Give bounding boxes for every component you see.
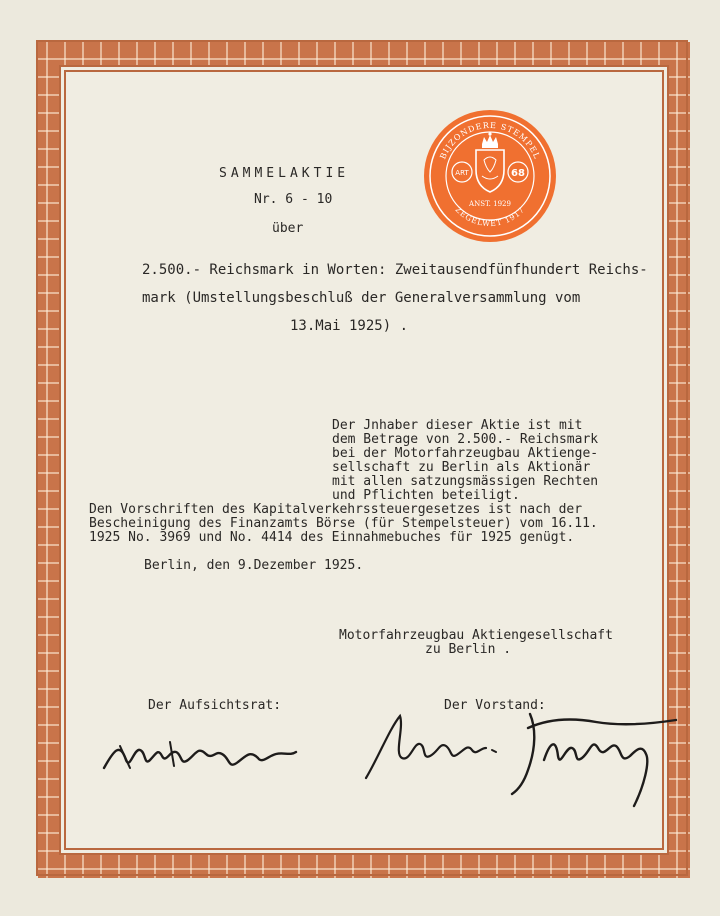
tax-line-1: Den Vorschriften des Kapitalverkehrssteuergesetzes ist nach der [89,502,583,517]
svg-text:ZEGELWET 1917 [454,205,527,228]
supervisory-board-label: Der Aufsichtsrat: [148,698,282,713]
tax-line-3: 1925 No. 3969 und No. 4414 des Einnahmebuches für 1925 genügt. [89,530,575,545]
holder-line-5: mit allen satzungsmässigen Rechten [332,474,599,489]
holder-line-4: sellschaft zu Berlin als Aktionär [332,460,591,475]
board-label: Der Vorstand: [444,698,546,713]
holder-line-1: Der Jnhaber dieser Aktie ist mit [332,418,583,433]
amount-line-3: 13.Mai 1925) . [290,318,409,334]
holder-line-2: dem Betrage von 2.500.- Reichsmark [332,432,599,447]
stamp-left-badge: ART [455,169,469,177]
coat-of-arms-icon [476,150,504,192]
stamp-right-badge: 68 [511,168,525,179]
company-line-1: Motorfahrzeugbau Aktiengesellschaft [339,628,613,643]
share-number: Nr. 6 - 10 [254,192,333,207]
holder-line-6: und Pflichten beteiligt. [332,488,520,503]
tax-line-2: Bescheinigung des Finanzamts Börse (für Stempelsteuer) vom 16.11. [89,516,598,531]
stamp-bottom-text: ZEGELWET 1917 [453,205,527,229]
place-date: Berlin, den 9.Dezember 1925. [144,558,364,573]
holder-line-3: bei der Motorfahrzeugbau Aktienge- [332,446,599,461]
stamp-year-text: ANST. 1929 [469,200,511,208]
board-signatures [360,698,680,810]
stamp-top-text: BIJZONDERE STEMPEL [438,120,542,161]
amount-line-2: mark (Umstellungsbeschluß der Generalversammlung vom [142,290,581,306]
supervisory-board-signature [100,720,300,780]
stamp-graphic [424,110,556,242]
crown-icon [482,132,498,148]
company-line-2: zu Berlin . [425,642,512,657]
amount-line-1: 2.500.- Reichsmark in Worten: Zweitausendfünfhundert Reichs- [142,262,648,278]
tax-stamp [424,110,556,242]
over-label: über [272,221,304,236]
document-title: SAMMELAKTIE [219,166,350,181]
